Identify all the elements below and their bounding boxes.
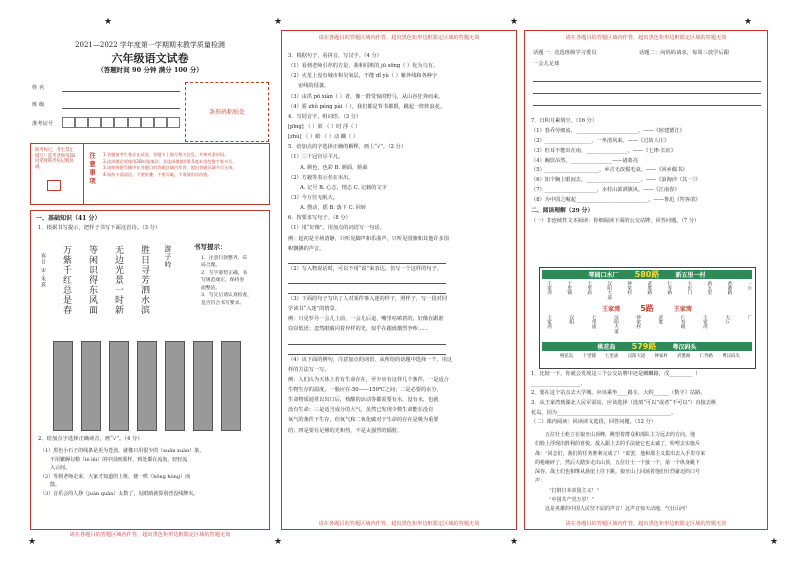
corner-star: ★ <box>28 537 37 547</box>
page-title: 六年级语文试卷 <box>111 52 189 65</box>
bus-stop: 钟家村 <box>626 281 632 295</box>
passage-line: 深谷。战士们也相继从悬崖上往下跳。狼牙山上回荡着他们壮烈豪迈的口号 <box>535 469 701 475</box>
q6-item: （4）该下面的例句，注意加点的词语，从所给的话题中选择一个，用这 <box>288 356 453 363</box>
bus-stop: 一小 <box>746 281 752 291</box>
q6-item: 例：起初是全场清静，只听见脚声和乐曲声，只听见国旗和其他许多国 <box>288 235 449 242</box>
notice-item: 2.选择题必须使用2B铅笔填涂；非选择题使用0.5毫米黑色签字笔书写。 <box>103 158 237 164</box>
corner-star: ★ <box>510 17 519 27</box>
poem-line: 无边光景一时新 <box>113 245 123 315</box>
q3-item: （2）火星上没有城市和吴氧层，不能 dǐ yù（ ）紫外线和各种宇 <box>288 73 438 80</box>
bus-stop: 钟家村 <box>654 354 668 359</box>
bus-stop: 汉阳大道 <box>613 315 619 334</box>
passage <box>535 431 761 514</box>
corner-star: ★ <box>274 537 283 547</box>
passage-line: 们脸上浮现出胜利的喜悦。敌入跟上去的手法使它也太诚了，吩咐去实施斥 <box>535 441 701 448</box>
q6-item: 生物生存的温度，一般应在-50——150℃之间；二是必要的水分， <box>288 386 442 393</box>
poem-line: 等闲识得东风面 <box>87 245 97 315</box>
passage-line: 战：“同志们，我们的任务胜利完成了！”说罢，他和那主义拔出去入手里夺来 <box>535 450 706 457</box>
notice-item: 1.答题前考生务必在试卷、答题卡上填写相关信息，并核对条形码。 <box>103 152 229 157</box>
q7-item: （2）__________________，一坐清风来。——《过故人庄》 <box>531 137 670 144</box>
answer-area-3 <box>524 30 768 530</box>
q2-items <box>40 447 204 498</box>
warning-text: 请在各题目的答题区域内作答，超出黑色矩形边框限定区域的答题无效 <box>565 35 727 41</box>
topic-1: 话题一：竞选班级学习委员 <box>533 50 597 56</box>
bus-stop: 王家湾 <box>546 315 552 329</box>
q3-item: （4）骄 zhǔ péng pài（ ），我们都是背书都摄，跳起一阵阵浪花。 <box>288 103 446 110</box>
route-from: 桃花岛 <box>597 344 616 351</box>
tip-line: 3．写完后请认真检查， <box>201 293 253 299</box>
q7-item: （1）春乔劳细流，________________________。——《宿建德江》 <box>531 127 685 134</box>
q1-text: 1．根据书写提示，把样子书写下面这首诗。（3 分） <box>38 225 161 231</box>
bus-stop: 桃花岛 <box>560 354 574 359</box>
bus-stop: 七里庙 <box>591 315 597 329</box>
route-number: 5路 <box>640 304 654 313</box>
q3-item: （3）由洪 pō xiàn（ ）者，像一群受惊的野马，从山谷狂奔而来。 <box>288 93 444 100</box>
bus-stop: 汉阳大道 <box>606 281 612 300</box>
route-number: 579路 <box>631 342 657 351</box>
notice-item: 4.保持卡面清洁，不要折叠、不要弄破，不准使用涂改液。 <box>103 172 212 178</box>
missing-exam-text: 缺考标记，考生禁止填写！监考老师用2B铅笔将缺考标记框涂满。 <box>35 148 76 170</box>
bus-stop: 武胜路 <box>646 281 652 295</box>
q5-option: A. 颜色，色彩 B. 颜面，脸面 <box>300 164 368 171</box>
q6-item: （3）下面的句子写出了人对某件事入迷的样子，照样子，写一段对同 <box>288 295 447 302</box>
stops-row-5 <box>546 315 751 339</box>
q6-item: 例：只见罗丹一会儿上前，一会儿后退，嘴里咕哝着的，好像在跟谁 <box>288 316 444 323</box>
bus-stop: 钟家村 <box>635 315 641 329</box>
route-to: 新五里一村 <box>675 272 706 279</box>
q6-item: 帜飘拂的声音。 <box>288 245 325 252</box>
q6-item: （1）用“好像”，用加点的词语写一句话。 <box>288 225 385 232</box>
answer-line[interactable] <box>288 335 446 345</box>
r1-question: 花岛，因为____________________________________________。 <box>531 409 677 416</box>
writing-box[interactable] <box>109 341 129 431</box>
bus-stop: 王家湾 <box>702 315 708 329</box>
tip-line: 2．写字姿势正确，书 <box>201 270 248 276</box>
route-bar-579 <box>542 342 752 351</box>
q6-item: 样的方法写一写。 <box>288 366 330 373</box>
answer-line[interactable] <box>533 105 761 106</box>
stops-row-579 <box>560 353 740 367</box>
passage-line: 五位壮士屹立在狼牙山顶峰，眺望着群众和部队主力远去的方向。他 <box>545 432 696 438</box>
topic-2-cont: 一会儿足球 <box>533 61 560 67</box>
reading1-questions <box>531 370 716 428</box>
tip-line: 局合理。 <box>201 263 221 269</box>
bus-stop: 香港路 <box>726 281 732 295</box>
q5-option: A. 摆动，摇 B. 落下 C. 回转 <box>300 205 367 212</box>
bus-stop: 汉阳大道 <box>627 354 646 359</box>
warning-text: 请在各题目的答题区域内作答，超出黑色矩形边框限定区域的答题无效 <box>318 35 480 41</box>
route-from: 王家湾 <box>602 306 621 313</box>
corner-star: ★ <box>770 537 779 547</box>
q5-item: （2）方毅等表示名在未出。 <box>288 174 354 181</box>
class-label: 班 级 <box>32 102 45 108</box>
bus-stop: 大东门 <box>686 281 692 295</box>
corner-star: ★ <box>274 17 283 27</box>
q7-item: （6）知个胸上眼间去，_____________________。——《浪淘沙（其一）》 <box>531 177 701 184</box>
tip-line: 面整洁。 <box>201 285 221 291</box>
answer-line[interactable] <box>533 93 761 94</box>
bus-sign <box>539 267 756 369</box>
barcode-area <box>185 82 269 142</box>
writing-box[interactable] <box>137 341 157 431</box>
q7-item: （8）为中国之崛起____________________________。——鲁迅《答客诮》 <box>531 197 701 203</box>
warning-text: 请在各题目的答题区域内作答，超出黑色矩形边框限定区域的答题无效 <box>69 532 231 538</box>
bus-stop: 七里庙 <box>605 354 619 359</box>
bus-stop: 粤汉码头 <box>722 354 740 359</box>
q3-text: 3．根据句子，看拼音，写汉字。（4 分） <box>288 53 382 59</box>
poem-title: 春日 宋·朱熹 <box>40 253 46 289</box>
id-boxes[interactable] <box>62 117 180 128</box>
sample-chars: 游子吟 <box>164 245 172 269</box>
q6-item: 例：人们认为天体上若有生命存在，至少应有这样几个条件，一是适合 <box>288 376 449 383</box>
tip-line: 1．注意行款整齐，布 <box>201 256 248 261</box>
section1-title: 一、基础知识（41 分） <box>36 215 101 222</box>
bus-stop: 汉阳 <box>568 315 574 325</box>
writing-box[interactable] <box>53 341 73 431</box>
passage-line: 声： <box>535 478 546 485</box>
r1-question: ___________________。 <box>531 380 586 387</box>
bus-stop: 厂 <box>746 315 752 320</box>
q2-item: 散。 <box>50 482 61 488</box>
bus-stop: 王家湾 <box>546 281 552 295</box>
stops-row-580 <box>546 281 751 303</box>
barcode-label: 条形码粘贴处 <box>208 109 245 116</box>
bus-stop: 武胜 <box>657 315 663 325</box>
bus-stop: 大厅 <box>724 315 730 325</box>
tips-list <box>201 255 252 307</box>
answer-line[interactable] <box>288 254 446 264</box>
class-field[interactable] <box>62 108 180 109</box>
writing-box[interactable] <box>81 341 101 431</box>
bus-stop: 仁寿路 <box>666 281 672 295</box>
route-from: 琴园口水厂 <box>588 272 619 279</box>
q3-item: （1）看到老师引荐的方是，我和同班的 jū sōng（ ）化为乌有。 <box>288 63 439 70</box>
q4-row: [pīng] （ ）果 （ ）时 浮（ ） <box>288 123 361 130</box>
q6-item: 没有生命；三是适当成分的大气，虽然已发现少数生命能在没有 <box>288 407 434 414</box>
reading2-text: （二）课内阅读：回读读文选段，回答问题。（12 分） <box>531 419 656 426</box>
route-to: 王家湾 <box>673 306 692 313</box>
writing-box[interactable] <box>165 341 185 431</box>
answer-line[interactable] <box>288 345 446 355</box>
warning-text: 请在各题目的答题区域内作答，超出黑色矩形边框限定区域的答题无效 <box>565 521 727 527</box>
bus-stop: 七里庙 <box>586 281 592 295</box>
corner-star: ★ <box>510 537 519 547</box>
q2-text: 2．给加点字选择正确读音，画“√”。（4 分） <box>38 436 143 442</box>
bus-stop: 十里铺 <box>566 281 572 295</box>
q6-item: 的；四是要有足够的光和热，不是太强烈的辐射。 <box>288 427 403 434</box>
notice-item: 3.请按照题号顺序在各题目的答题区域内作答，超出答题区域书写无效。 <box>103 165 237 171</box>
answer-line[interactable] <box>288 284 446 294</box>
notice-list <box>103 152 267 179</box>
writing-box[interactable] <box>221 341 241 431</box>
q6-item: 生命物质通常以出口后，核酸的活动等都需要有水，没有水，也就 <box>288 397 439 404</box>
id-label: 准考证号 <box>32 121 54 127</box>
topic-2: 话题二：向妈妈请求，每周三放学后跟 <box>639 50 730 56</box>
poem-line: 万紫千红总是春 <box>61 245 71 315</box>
notice-label: 注意事项 <box>88 152 96 186</box>
q4-text: 4．写同音字，组词语。（3 分） <box>288 113 362 120</box>
q5-item: （3）今万径无眠大。 <box>288 194 338 201</box>
passage-line: “打倒日本帝国主义！” <box>549 487 600 494</box>
r1-question: 3．从王家湾到湖北人民军需站，应该选择（选填“可以”或者“不可以”）直接去桃 <box>531 399 717 406</box>
q7-item: （5）_____________________，乡音无改鬓毛衰。——《回乡偶书》 <box>531 167 688 174</box>
route-bar-5 <box>542 304 752 313</box>
passage-line: “中国共产党万岁！” <box>549 496 595 503</box>
route-to: 粤汉码头 <box>672 344 697 351</box>
name-label: 姓 名 <box>32 85 45 91</box>
q7-block <box>531 117 700 227</box>
tips-title: 书写提示： <box>194 243 227 251</box>
q2-item: 不用繁缛勾勒（lè lēi）的中国画那样，到处都在流泡，轻轻流 <box>50 456 188 463</box>
tip-line: 是否符合书写要求。 <box>201 300 245 306</box>
q2-item: （3）音乐会的人挣（juàn quān）太数了，见眼睛就算别营没线牌夹。 <box>40 490 199 497</box>
exam-line: 2021—2022 学年度第一学期期末教学质量检测 <box>75 41 225 49</box>
q7-text: 7．日积月累填空。（16 分） <box>531 118 598 124</box>
missing-exam-box[interactable] <box>47 180 61 191</box>
answer-line[interactable] <box>533 81 761 82</box>
time-info: （答题时间 90 分钟 满分 100 分） <box>97 66 203 74</box>
q5-option: A. 记号 B. 心志，情志 C. 记载的文字 <box>300 184 387 191</box>
q2-item: 入云间。 <box>50 465 71 471</box>
bus-stop: 十里铺 <box>582 354 596 359</box>
answer-area-2 <box>281 30 517 530</box>
poem-line: 胜日寻芳泗水滨 <box>139 245 149 315</box>
q6-item: 氧气的条件下生存，但氧气和二氧化碳对于生命的存在是极为重要 <box>288 417 439 424</box>
corner-star: ★ <box>104 17 113 27</box>
reading1-text: （一）非连续性文本阅读：你细阅读下面的公交站牌，回答问题。（7 分） <box>531 217 700 224</box>
r1-question: 2．要在这个站点去大学城，应该乘坐____路车，大约______（数字）站路。 <box>531 390 706 397</box>
route-bar-580 <box>542 270 752 279</box>
q4-row: [zhù] （ ）蛤 （ ）动 蝴（ ） <box>288 134 359 141</box>
q7-item: （4）胸饮吊然，________________——诸葛亮 <box>531 157 639 164</box>
tip-line: 写规范端正，保持卷 <box>201 278 245 284</box>
answer-line[interactable] <box>288 274 446 284</box>
bus-stop: 武胜路 <box>677 354 691 359</box>
warning-text: 请在各题目的答题区域内作答，超出黑色矩形边框限定区域的答题无效 <box>318 521 480 527</box>
passage-line: 这是英雄的中国人民坚不屈的声音！这声音惊天动地，气壮山河！ <box>545 506 691 512</box>
notice-box <box>30 143 270 205</box>
section3-title: 二、阅读理解（29 分） <box>531 207 594 214</box>
r1-question: 1．比较一下，你就会发现这三个公交站牌中还是麒麟路，戊_________（ <box>531 371 698 377</box>
route-number: 580路 <box>634 270 660 279</box>
q3-item: 宙线的侵袭。 <box>298 83 330 90</box>
answer-area-1 <box>30 210 270 538</box>
q6-item: 学读书“入迷”的情景。 <box>288 306 340 313</box>
name-field[interactable] <box>62 91 180 92</box>
writing-box[interactable] <box>193 341 213 431</box>
passage-line: 的枪砸碎了，然后大踏步走出山顶，五位壮士一个接一个，第一个纵身跳下 <box>535 459 701 466</box>
q7-item: （7）____________________，水村山郭酒旗风。——《江南春》 <box>531 187 680 194</box>
q2-item: （2）等到老师走来，大家才知道的上班，便一哄（hōng hòng）而 <box>40 473 191 480</box>
q6-item: （2）写入物说话时，可以不用“说”来表达，仿写一个这样的句子。 <box>288 265 442 272</box>
bus-stop: 仁寿路 <box>699 354 713 359</box>
q3-block <box>288 51 452 436</box>
q6-text: 6．按要求写句子。（8 分） <box>288 215 351 222</box>
bus-stop: 新五里 <box>706 281 712 295</box>
q6-item: 窃窃低语；忽然眼睛闪着异样的光，似乎在跟谁激烈争吵…… <box>288 326 429 333</box>
q5-item: （1）三千冠宫尽平凡。 <box>288 154 344 161</box>
q7-item: （3）但耳不能出在南，________________。——《七律·长征》 <box>531 147 677 154</box>
q5-text: 5．给加点的字选择正确的解释，画上“√”。（2 分） <box>288 144 407 151</box>
q2-item: （1）黑色小石子的线条是更为苍劲，就像只用很少的（xuān xuàn）染， <box>40 448 205 454</box>
bus-stop: 仁寿路 <box>680 315 686 329</box>
corner-star: ★ <box>744 17 753 27</box>
